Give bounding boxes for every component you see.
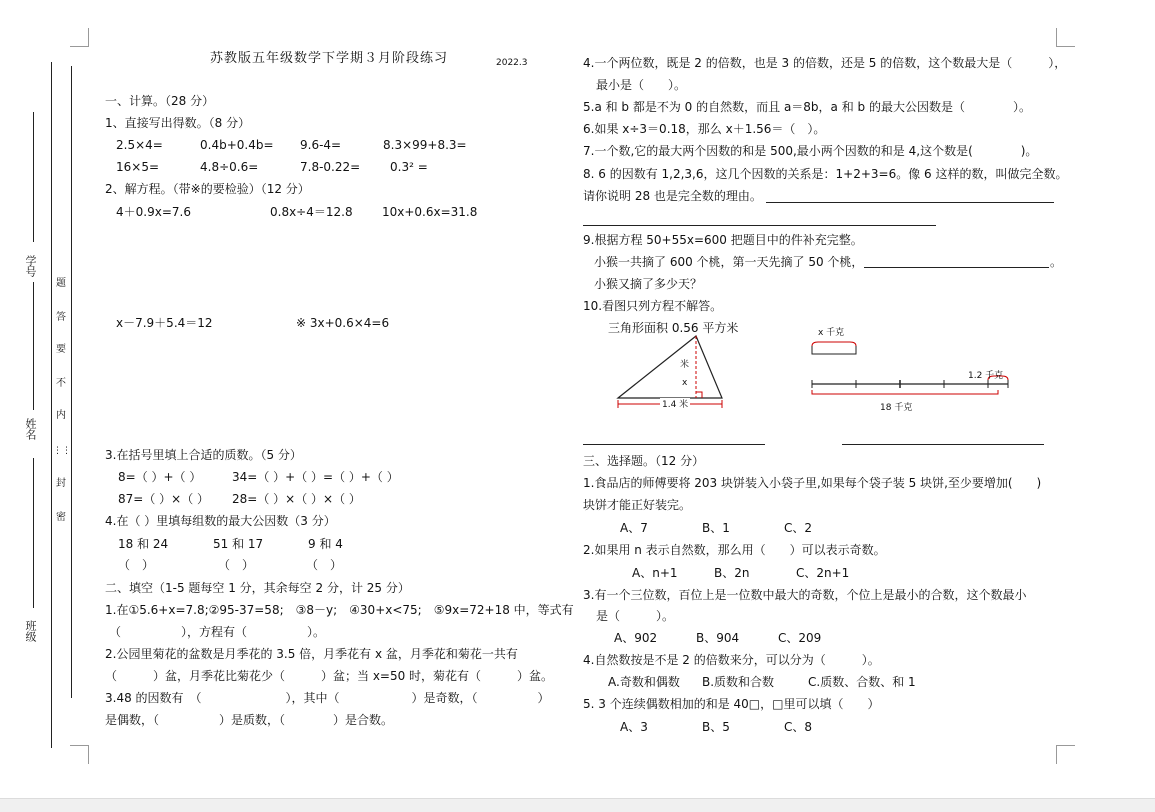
- choice-q3-line2: 是（ ）。: [596, 609, 675, 623]
- fill-q2-line1: 2.公园里菊花的盆数是月季花的 3.5 倍，月季花有 x 盆，月季花和菊花一共有: [105, 647, 518, 661]
- choice-option[interactable]: C.质数、合数、和 1: [808, 675, 916, 689]
- seal-char: 不: [56, 378, 66, 389]
- triangle-base-label: 1.4 米: [662, 400, 689, 410]
- fill-q1-line2: （ ），方程有（ ）。: [109, 625, 326, 639]
- triangle-height-unit: 米: [680, 360, 690, 370]
- q1-item: 16×5=: [116, 160, 160, 174]
- choice-option[interactable]: A、n+1: [632, 566, 678, 580]
- fill-q8-line1: 8. 6 的因数有 1,2,3,6，这几个因数的关系是：1+2+3=6。像 6 这样的数，叫做完全数。: [583, 167, 1068, 181]
- choice-option[interactable]: A.奇数和偶数: [608, 675, 680, 689]
- fill-q2-line2: （ ）盆，月季花比菊花少（ ）盆；当 x=50 时，菊花有（ ）盆。: [105, 669, 554, 683]
- equation: 4＋0.9x=7.6: [116, 205, 191, 219]
- binding-line-right: [71, 66, 72, 698]
- page-title: 苏教版五年级数学下学期３月阶段练习: [210, 51, 449, 66]
- seal-char: 题: [56, 278, 66, 289]
- choice-q2: 2.如果用 n 表示自然数，那么用（ ）可以表示奇数。: [583, 543, 886, 557]
- section-calculation-heading: 一、计算。（28 分）: [105, 94, 215, 108]
- fill-q9-question: 小猴又摘了多少天？: [594, 277, 703, 291]
- binding-line-left: [51, 62, 52, 748]
- choice-option[interactable]: C、2n+1: [796, 566, 850, 580]
- choice-option[interactable]: B、904: [696, 631, 740, 645]
- crop-mark-top-left: [70, 28, 89, 47]
- choice-q1-line2: 块饼才能正好装完。: [583, 498, 692, 512]
- fill-q4-line1: 4.一个两位数，既是 2 的倍数，也是 3 的倍数，还是 5 的倍数，这个数最大是（ ），: [583, 56, 1067, 70]
- fill-q4-line2: 最小是（ ）。: [596, 78, 687, 92]
- fill-q3-line1: 3.48 的因数有 （ ），其中（ ）是奇数，（ ）: [105, 691, 550, 705]
- fill-q9: 9.根据方程 50+55x=600 把题目中的件补充完整。: [583, 233, 863, 247]
- equation: 0.8x÷4＝12.8: [270, 205, 353, 219]
- equation: x－7.9＋5.4＝12: [116, 316, 213, 330]
- triangle-caption: 三角形面积 0.56 平方米: [608, 321, 739, 335]
- seal-char: 要: [56, 344, 66, 355]
- fill-q5: 5.a 和 b 都是不为 0 的自然数，而且 a＝8b，a 和 b 的最大公因数是（ ）。: [583, 100, 1031, 114]
- equation: 10x+0.6x=31.8: [382, 205, 478, 219]
- class-blank[interactable]: [33, 458, 34, 608]
- q1-item: 7.8-0.22=: [300, 160, 361, 174]
- q4-answer-blank[interactable]: （ ）: [306, 558, 343, 572]
- q1-item: 2.5×4=: [116, 138, 163, 152]
- choice-q1-line1: 1.食品店的师傅要将 203 块饼装入小袋子里,如果每个袋子装 5 块饼,至少要增加( ): [583, 476, 1042, 490]
- choice-option[interactable]: A、902: [614, 631, 658, 645]
- choice-option[interactable]: C、8: [784, 720, 813, 734]
- segment-top-label: x 千克: [818, 328, 845, 338]
- q3-heading: 3.在括号里填上合适的质数。（5 分）: [105, 448, 302, 462]
- q1-heading: 1、直接写出得数。（8 分）: [105, 116, 251, 130]
- fill-q8-line2: 请你说明 28 也是完全数的理由。: [583, 189, 762, 203]
- viewer-bottom-bar: [0, 798, 1155, 812]
- q3-item: 34=（ ）+（ ）=（ ）+（ ）: [232, 470, 399, 484]
- section-choice-heading: 三、选择题。（12 分）: [583, 454, 705, 468]
- student-id-label: 学号: [24, 255, 37, 277]
- fill-q1-line1: 1.在①5.6+x=7.8;②95-37=58; ③8－y; ④30+x<75; ⑤9x=72+18 中，等式有: [105, 603, 574, 617]
- student-id-blank[interactable]: [33, 112, 34, 242]
- choice-option[interactable]: A、7: [620, 521, 648, 535]
- name-label: 姓名: [24, 418, 37, 440]
- choice-q3-line1: 3.有一个三位数，百位上是一位数中最大的奇数，个位上是最小的合数，这个数最小: [583, 588, 1027, 602]
- fill-q9-sentence: 小猴一共摘了 600 个桃，第一天先摘了 50 个桃，: [594, 255, 864, 269]
- choice-option[interactable]: B、2n: [714, 566, 750, 580]
- q8-answer-line[interactable]: [766, 202, 1054, 203]
- choice-option[interactable]: B、5: [702, 720, 730, 734]
- fill-q10: 10.看图只列方程不解答。: [583, 299, 723, 313]
- q8-answer-line-2[interactable]: [583, 225, 936, 226]
- segment-bottom-label: 18 千克: [880, 403, 913, 413]
- seal-char: 内: [56, 410, 66, 421]
- q3-item: 28=（ ）×（ ）×（ ）: [232, 492, 361, 506]
- choice-option[interactable]: B、1: [702, 521, 730, 535]
- q4-group: 9 和 4: [308, 537, 343, 551]
- fill-q6: 6.如果 x÷3＝0.18，那么 x＋1.56＝（ ）。: [583, 122, 826, 136]
- seal-char: 密: [56, 512, 66, 523]
- class-label: 班级: [24, 620, 37, 642]
- seal-char: 封: [56, 478, 66, 489]
- choice-option[interactable]: B.质数和合数: [702, 675, 775, 689]
- q1-item: 9.6-4=: [300, 138, 342, 152]
- q1-item: 0.4b+0.4b=: [200, 138, 274, 152]
- seal-char: 答: [56, 312, 66, 323]
- choice-option[interactable]: C、209: [778, 631, 822, 645]
- choice-option[interactable]: C、2: [784, 521, 813, 535]
- fill-q3-line2: 是偶数，（ ）是质数，（ ）是合数。: [105, 713, 394, 727]
- q2-heading: 2、解方程。（带※的要检验）（12 分）: [105, 182, 310, 196]
- q4-answer-blank[interactable]: （ ）: [118, 558, 155, 572]
- q4-answer-blank[interactable]: （ ）: [218, 558, 255, 572]
- q10-answer-line-2[interactable]: [842, 444, 1044, 445]
- drag-handle-icon[interactable]: ⋮⋮: [53, 446, 71, 456]
- choice-option[interactable]: A、3: [620, 720, 648, 734]
- q1-item: 4.8÷0.6=: [200, 160, 259, 174]
- q4-group: 51 和 17: [213, 537, 264, 551]
- q9-answer-line[interactable]: [864, 267, 1049, 268]
- page-date: 2022.3: [496, 58, 528, 68]
- q10-answer-line-1[interactable]: [583, 444, 765, 445]
- choice-q4: 4.自然数按是不是 2 的倍数来分，可以分为（ ）。: [583, 653, 880, 667]
- choice-q5: 5. 3 个连续偶数相加的和是 40□，□里可以填（ ）: [583, 697, 880, 711]
- crop-mark-bottom-right: [1056, 745, 1075, 764]
- q1-item: 8.3×99+8.3=: [383, 138, 467, 152]
- q4-group: 18 和 24: [118, 537, 169, 551]
- q1-item: 0.3² =: [390, 160, 428, 174]
- fill-q7: 7.一个数,它的最大两个因数的和是 500,最小两个因数的和是 4,这个数是( )。: [583, 144, 1038, 158]
- q4-heading: 4.在（ ）里填每组数的最大公因数（3 分）: [105, 514, 336, 528]
- section-fill-heading: 二、填空（1-5 题每空 1 分，其余每空 2 分，计 25 分）: [105, 581, 410, 595]
- q3-item: 8=（ ）+（ ）: [118, 470, 202, 484]
- fill-q9-sentence-end: 。: [1050, 255, 1063, 269]
- crop-mark-bottom-left: [70, 745, 89, 764]
- equation: ※ 3x+0.6×4=6: [296, 316, 390, 330]
- triangle-height-var: x: [682, 378, 688, 388]
- crop-mark-top-right: [1056, 28, 1075, 47]
- name-blank[interactable]: [33, 282, 34, 410]
- q3-item: 87=（ ）×（ ）: [118, 492, 210, 506]
- segment-right-label: 1.2 千克: [968, 371, 1004, 381]
